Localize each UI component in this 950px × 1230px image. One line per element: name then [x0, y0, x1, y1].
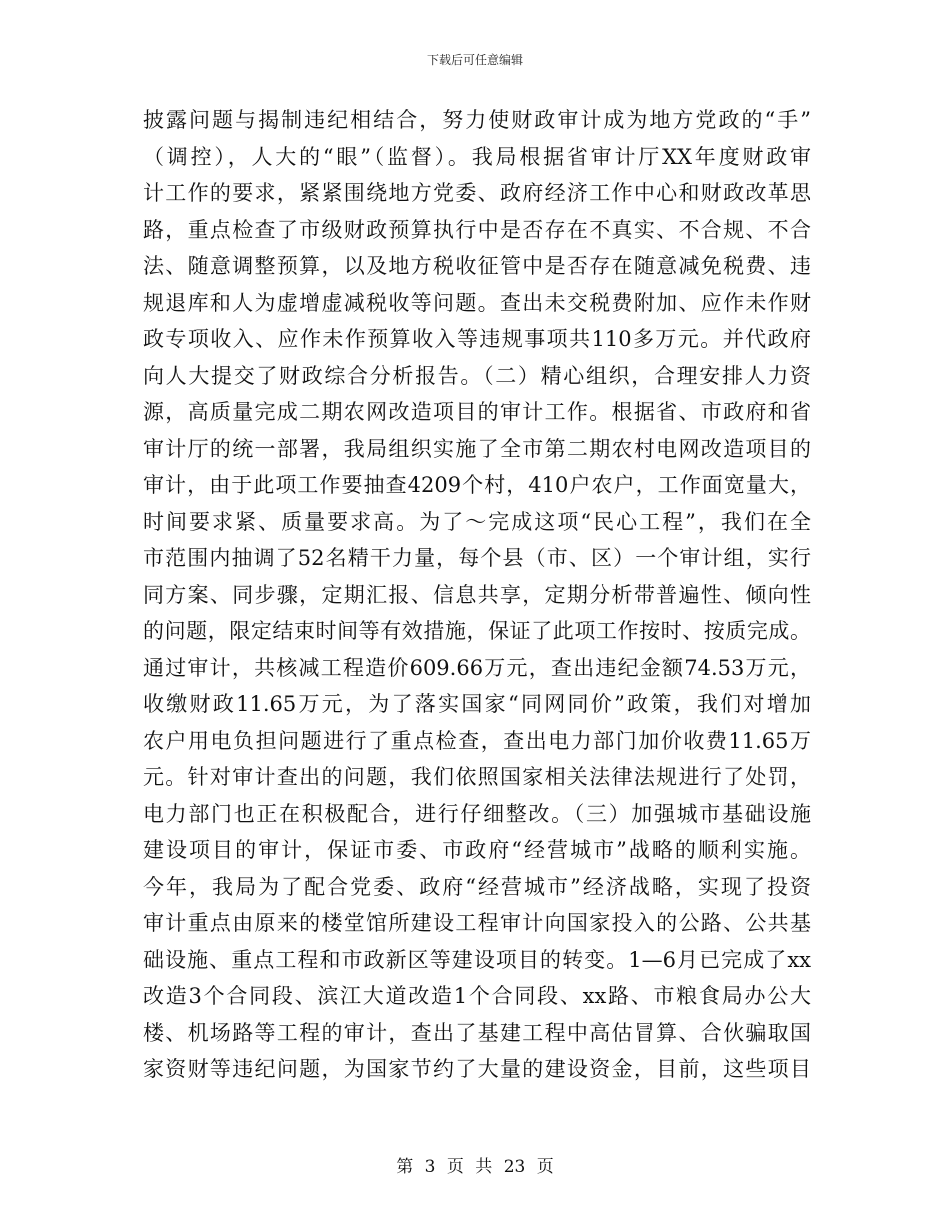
body-line: 源，高质量完成二期农网改造项目的审计工作。根据省、市政府和省	[143, 400, 811, 424]
body-line: 元。针对审计查出的问题，我们依照国家相关法律法规进行了处罚，	[143, 765, 811, 789]
body-line: 通过审计，共核减工程造价609.66万元，查出违纪金额74.53万元，	[143, 655, 811, 680]
body-line: 审计厅的统一部署，我局组织实施了全市第二期农村电网改造项目的	[143, 436, 811, 461]
body-line: 电力部门也正在积极配合，进行仔细整改。（三）加强城市基础设施	[143, 801, 811, 826]
body-line: 改造3个合同段、滨江大道改造1个合同段、xx路、市粮食局办公大	[143, 984, 811, 1008]
body-line: （调控），人大的“眼”（监督）。我局根据省审计厅XX年度财政审	[143, 144, 811, 169]
body-line: 的问题，限定结束时间等有效措施，保证了此项工作按时、按质完成。	[143, 619, 811, 643]
page-header-note: 下载后可任意编辑	[426, 53, 523, 67]
page-number-footer: 第 3 页 共 23 页	[396, 1157, 554, 1177]
body-line: 家资财等违纪问题，为国家节约了大量的建设资金，目前，这些项目	[143, 1057, 811, 1081]
body-line: 规退库和人为虚增虚减税收等问题。查出未交税费附加、应作未作财	[143, 290, 811, 315]
body-line: 收缴财政11.65万元，为了落实国家“同网同价”政策，我们对增加	[143, 692, 811, 716]
body-line: 审计，由于此项工作要抽查4209个村，410户农户，工作面宽量大，	[143, 473, 811, 497]
body-line: 计工作的要求，紧紧围绕地方党委、政府经济工作中心和财政改革思	[143, 181, 811, 205]
body-line: 建设项目的审计，保证市委、市政府“经营城市”战略的顺利实施。	[143, 838, 811, 862]
document-body	[143, 102, 811, 1088]
body-line: 法、随意调整预算，以及地方税收征管中是否存在随意减免税费、违	[143, 254, 811, 278]
body-line: 审计重点由原来的楼堂馆所建设工程审计向国家投入的公路、公共基	[143, 911, 811, 935]
body-line: 农户用电负担问题进行了重点检查，查出电力部门加价收费11.65万	[143, 728, 811, 753]
body-line: 向人大提交了财政综合分析报告。（二）精心组织，合理安排人力资	[143, 363, 811, 388]
body-line: 时间要求紧、质量要求高。为了～完成这项“民心工程”，我们在全	[143, 509, 811, 534]
body-line: 今年，我局为了配合党委、政府“经营城市”经济战略，实现了投资	[143, 874, 811, 899]
body-line: 政专项收入、应作未作预算收入等违规事项共110多万元。并代政府	[143, 327, 811, 351]
body-line: 同方案、同步骤，定期汇报、信息共享，定期分析带普遍性、倾向性	[143, 582, 811, 607]
body-line: 础设施、重点工程和市政新区等建设项目的转变。1—6月已完成了xx	[143, 947, 811, 972]
body-line: 路，重点检查了市级财政预算执行中是否存在不真实、不合规、不合	[143, 217, 811, 242]
body-line: 披露问题与揭制违纪相结合，努力使财政审计成为地方党政的“手”	[143, 108, 811, 132]
body-line: 楼、机场路等工程的审计，查出了基建工程中高估冒算、合伙骗取国	[143, 1020, 811, 1045]
body-line: 市范围内抽调了52名精干力量，每个县（市、区）一个审计组，实行	[143, 546, 811, 570]
